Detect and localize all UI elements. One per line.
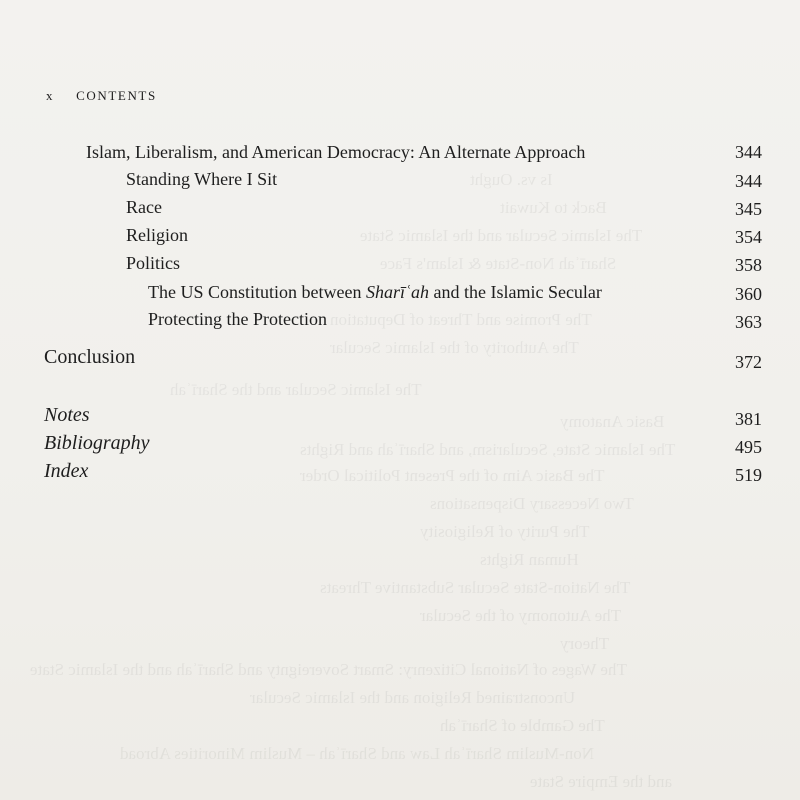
toc-entry-title: Religion xyxy=(126,225,188,245)
toc-entry-page: 363 xyxy=(735,312,762,332)
toc-title-part: The US Constitution between xyxy=(148,282,366,302)
toc-entry-page: 344 xyxy=(735,171,762,191)
toc-entry-title xyxy=(148,282,602,303)
reverse-page-show-through: Is vs. Ought Back to Kuwait The Islamic Secular and the Islamic State Sharīʿah Non-State & Islam's Face The Promise and Threat of Deputation The Authority of the Islamic Secular The Islamic Secular and the Sharīʿah Basic Anatomy The Islamic State, Secularism, and Sharīʿah and Rights The Basic Aim of the Present Political Order Two Necessary Dispensations The Purity of Religiosity Human Rights The Nation-State Secular Substantive Threats The Autonomy of the Secular Theory The Wages of National Citizenry: Smart Sovereignty and Sharīʿah and the Islamic State Unconstrained Religion and the Islamic Secular The Gamble of Sharīʿah Non-Muslim Sharīʿah Law and Sharīʿah – Muslim Minorities Abroad and the Empire State xyxy=(30,170,676,791)
toc-entry-page: 381 xyxy=(735,409,762,429)
toc-entry-title: Standing Where I Sit xyxy=(126,169,278,189)
toc-entry-page: 354 xyxy=(735,227,762,247)
toc-entry-page: 344 xyxy=(735,142,762,162)
toc-entry-title: Islam, Liberalism, and American Democracy: An Alternate Approach xyxy=(86,142,586,162)
running-head xyxy=(46,88,157,104)
toc-entry-title: Race xyxy=(126,197,162,217)
toc-entry-title: Index xyxy=(44,460,89,482)
toc-entry-page: 358 xyxy=(735,255,762,275)
toc-entry-page: 360 xyxy=(735,284,762,304)
toc-entry-page: 495 xyxy=(735,437,762,457)
toc-entry-page: 372 xyxy=(735,352,762,372)
toc-entry-title: Conclusion xyxy=(44,346,136,368)
toc-title-part: and the Islamic Secular xyxy=(428,282,602,302)
page-folio: x xyxy=(46,88,55,103)
toc-entry-title: Notes xyxy=(44,404,90,426)
toc-title-italic: Sharīʿah xyxy=(365,282,429,302)
toc-entry-page: 519 xyxy=(735,465,762,485)
toc-entry-page: 345 xyxy=(735,199,762,219)
toc-entry-title: Politics xyxy=(126,253,181,273)
running-head-title: CONTENTS xyxy=(76,88,157,103)
toc-entry-title: Protecting the Protection xyxy=(148,309,327,329)
toc-entry-title: Bibliography xyxy=(44,432,150,454)
